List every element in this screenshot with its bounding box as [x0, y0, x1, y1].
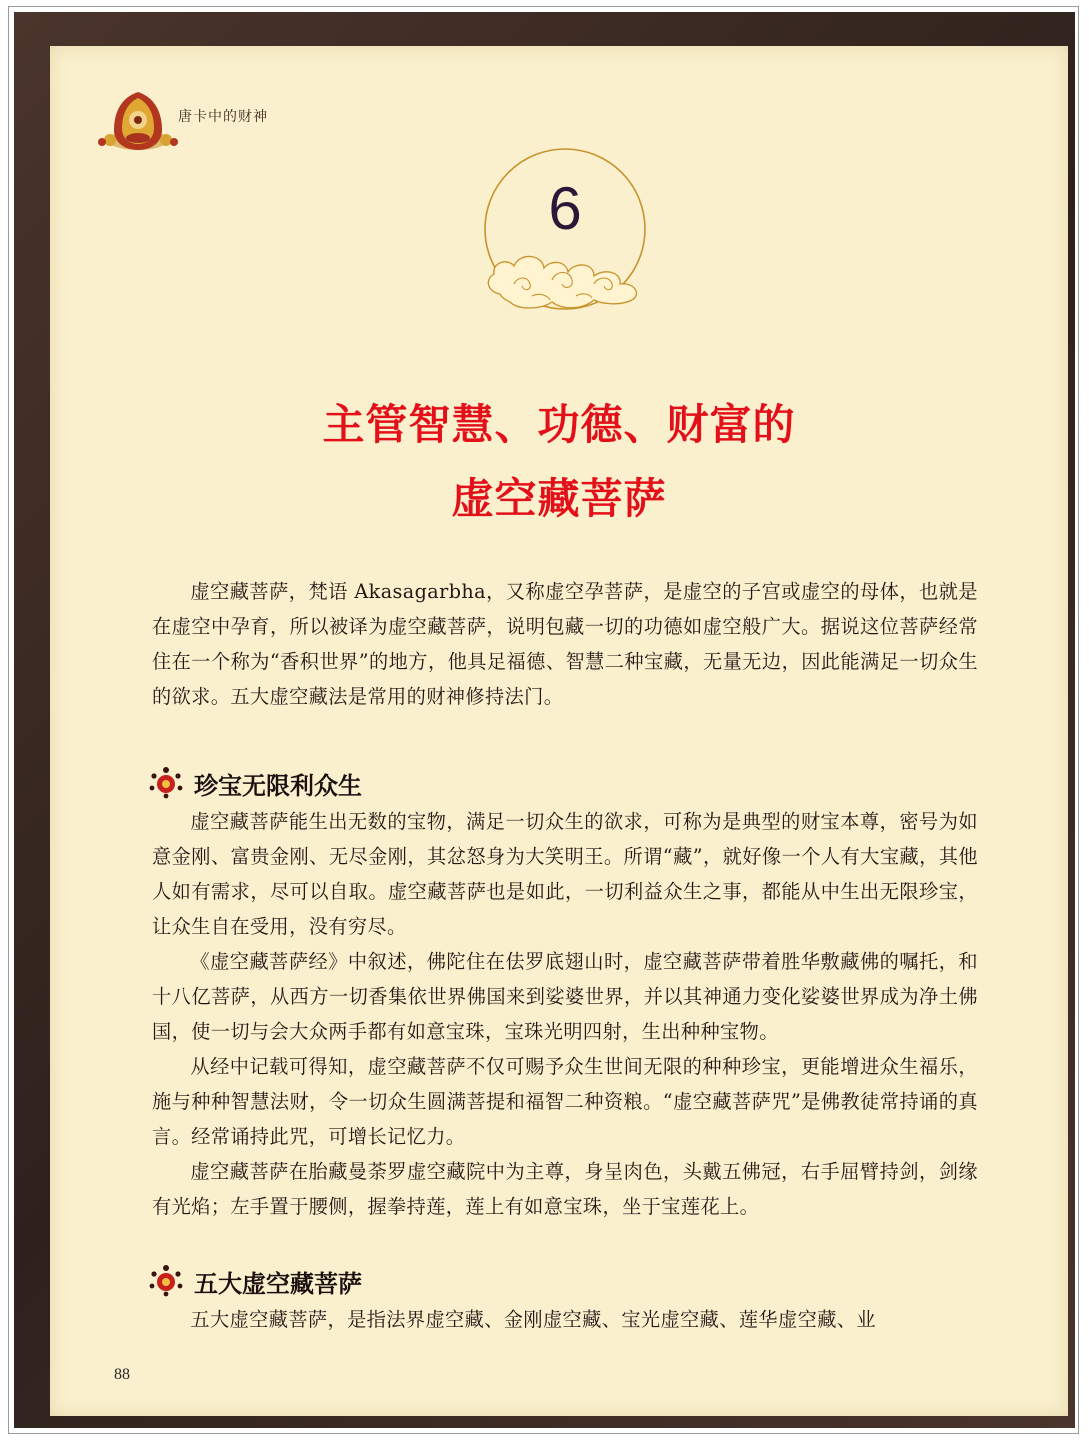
section1-paragraph-3: 从经中记载可得知，虚空藏菩萨不仅可赐予众生世间无限的种种珍宝，更能增进众生福乐，施与种种智慧法财，令一切众生圆满菩提和福智二种资粮。“虚空藏菩萨咒”是佛教徒常持诵的真言。经常诵持此咒，可增长记忆力。	[152, 1055, 978, 1148]
section1-paragraph-2: 《虚空藏菩萨经》中叙述，佛陀住在佉罗底翅山时，虚空藏菩萨带着胜华敷藏佛的嘱托，和十八亿菩萨，从西方一切香集依世界佛国来到娑婆世界，并以其神通力变化娑婆世界成为净土佛国，使一切与会大众两手都有如意宝珠，宝珠光明四射，生出种种宝物。	[152, 950, 978, 1043]
section2-paragraph-1: 五大虚空藏菩萨，是指法界虚空藏、金刚虚空藏、宝光虚空藏、莲华虚空藏、业	[190, 1308, 876, 1331]
running-head	[98, 88, 358, 158]
flower-bullet-icon	[146, 1260, 186, 1300]
section1-paragraph-4: 虚空藏菩萨在胎藏曼荼罗虚空藏院中为主尊，身呈肉色，头戴五佛冠，右手屈臂持剑，剑缘有光焰；左手置于腰侧，握拳持莲，莲上有如意宝珠，坐于宝莲花上。	[152, 1160, 978, 1218]
section-heading-2	[146, 1260, 546, 1300]
chapter-title-line2: 虚空藏菩萨	[451, 474, 667, 523]
page-number: 88	[114, 1366, 130, 1383]
book-page	[50, 46, 1068, 1416]
chapter-title-line1: 主管智慧、功德、财富的	[322, 400, 796, 449]
chapter-number: 6	[548, 175, 582, 242]
intro-paragraph: 虚空藏菩萨，梵语 Akasagarbha，又称虚空孕菩萨，是虚空的子宫或虚空的母体，也就是在虚空中孕育，所以被译为虚空藏菩萨，说明包藏一切的功德如虚空般广大。据说这位菩萨经常住在一个称为“香积世界”的地方，他具足福德、智慧二种宝藏，无量无边，因此能满足一切众生的欲求。五大虚空藏法是常用的财神修持法门。	[152, 580, 978, 708]
running-title: 唐卡中的财神	[178, 109, 268, 125]
section1-paragraph-1: 虚空藏菩萨能生出无数的宝物，满足一切众生的欲求，可称为是典型的财宝本尊，密号为如意金刚、富贵金刚、无尽金刚，其忿怒身为大笑明王。所谓“藏”，就好像一个人有大宝藏，其他人如有需求，尽可以自取。虚空藏菩萨也是如此，一切利益众生之事，都能从中生出无限珍宝，让众生自在受用，没有穷尽。	[152, 810, 978, 938]
deity-emblem-icon	[98, 88, 180, 158]
section-heading-text: 珍宝无限利众生	[194, 771, 362, 800]
flower-bullet-icon	[146, 762, 186, 802]
section-heading-1	[146, 762, 546, 802]
page-frame	[14, 12, 1075, 1428]
section-heading-text: 五大虚空藏菩萨	[194, 1269, 362, 1298]
